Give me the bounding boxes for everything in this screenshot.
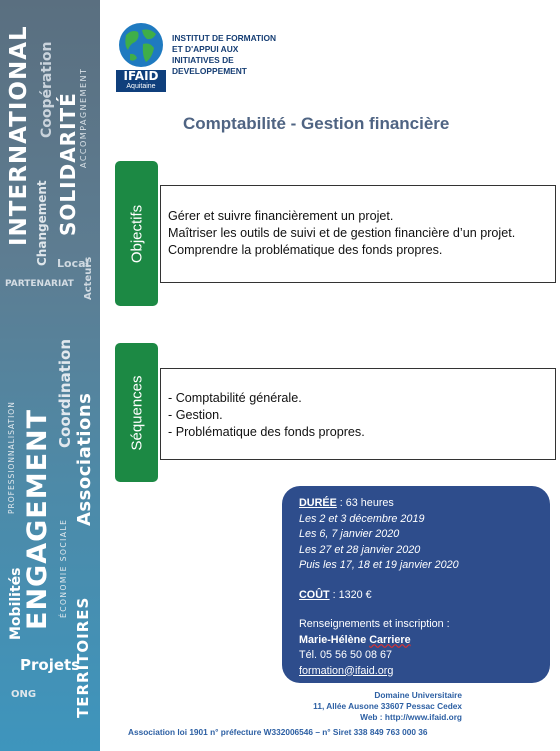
date-line: Les 6, 7 janvier 2020	[299, 528, 400, 540]
objectif-item: Maîtriser les outils de suivi et de gestion financière d’un projet.	[168, 226, 516, 240]
banner-word-changement: Changement	[35, 180, 49, 266]
institute-line: ET D'APPUI AUX	[172, 44, 239, 54]
address-line: Domaine Universitaire	[374, 690, 462, 700]
date-line: Les 27 et 28 janvier 2020	[299, 543, 421, 556]
banner-word-accompagnement: ACCOMPAGNEMENT	[79, 67, 88, 168]
contact-email-link[interactable]: formation@ifaid.org	[299, 664, 394, 677]
contact-last-name: Carriere	[369, 633, 411, 646]
globe-icon	[116, 20, 166, 70]
institute-line: INSTITUT DE FORMATION	[172, 33, 277, 43]
sequence-item: - Gestion.	[168, 408, 223, 422]
cout-row	[299, 588, 533, 604]
word-cloud-banner	[0, 0, 100, 751]
ifaid-logo	[116, 20, 166, 92]
objectifs-box	[160, 185, 556, 283]
institute-name	[172, 33, 312, 77]
duree-label: DURÉE	[299, 497, 337, 509]
duree-row	[299, 496, 533, 512]
address-line: 11, Allée Ausone 33607 Pessac Cedex	[313, 701, 462, 711]
sequences-tab-label: Séquences	[128, 374, 145, 451]
date-line: Puis les 17, 18 et 19 janvier 2020	[299, 559, 459, 571]
banner-word-partenariat: PARTENARIAT	[5, 279, 74, 289]
website-line[interactable]: Web : http://www.ifaid.org	[360, 712, 462, 722]
sequences-box	[160, 368, 556, 460]
contact-first-name: Marie-Hélène	[299, 633, 367, 646]
duree-value: : 63 heures	[336, 497, 394, 509]
objectifs-tab	[115, 161, 158, 306]
banner-word-territoires: TERRITOIRES	[74, 596, 92, 718]
banner-word-associations: Associations	[74, 392, 95, 526]
contact-name	[299, 633, 533, 649]
sequences-tab	[115, 343, 158, 482]
institute-line: DEVELOPPEMENT	[172, 66, 247, 76]
banner-word-cooperation: Coopération	[39, 41, 55, 138]
address-block	[313, 690, 462, 723]
logo-bar	[116, 70, 166, 92]
banner-word-economie-sociale: ÉCONOMIE SOCIALE	[59, 518, 68, 618]
banner-word-mobilites: Mobilités	[8, 567, 24, 640]
contact-phone: Tél. 05 56 50 08 67	[299, 649, 393, 661]
banner-word-ong: ONG	[11, 689, 37, 700]
banner-word-international: INTERNATIONAL	[6, 25, 32, 246]
cout-value: : 1320 €	[329, 588, 372, 601]
cout-label: COÛT	[299, 588, 330, 601]
objectif-item: Comprendre la problématique des fonds propres.	[168, 243, 443, 257]
banner-word-projets: Projets	[20, 656, 81, 674]
institute-line: INITIATIVES DE	[172, 55, 234, 65]
contact-intro: Renseignements et inscription :	[299, 618, 450, 630]
banner-word-professionnalisation: PROFESSIONNALISATION	[7, 401, 16, 514]
info-card	[282, 486, 550, 683]
sequence-item: - Problématique des fonds propres.	[168, 425, 365, 439]
banner-word-coordination: Coordination	[56, 339, 74, 448]
page-title: Comptabilité - Gestion financière	[183, 114, 450, 133]
association-line: Association loi 1901 n° préfecture W332006546 – n° Siret 338 849 763 000 36	[128, 727, 428, 737]
sequence-item: - Comptabilité générale.	[168, 391, 302, 405]
banner-word-solidarite: SOLIDARITÉ	[56, 92, 80, 236]
logo-name: IFAID	[123, 69, 159, 83]
banner-word-local: Local	[57, 257, 90, 270]
date-line: Les 2 et 3 décembre 2019	[299, 512, 425, 525]
banner-word-engagement: ENGAGEMENT	[22, 408, 53, 630]
objectifs-tab-label: Objectifs	[128, 204, 145, 263]
objectif-item: Gérer et suivre financièrement un projet.	[168, 209, 394, 223]
banner-word-acteurs: Acteurs	[83, 256, 94, 300]
logo-sub: Aquitaine	[126, 83, 156, 90]
